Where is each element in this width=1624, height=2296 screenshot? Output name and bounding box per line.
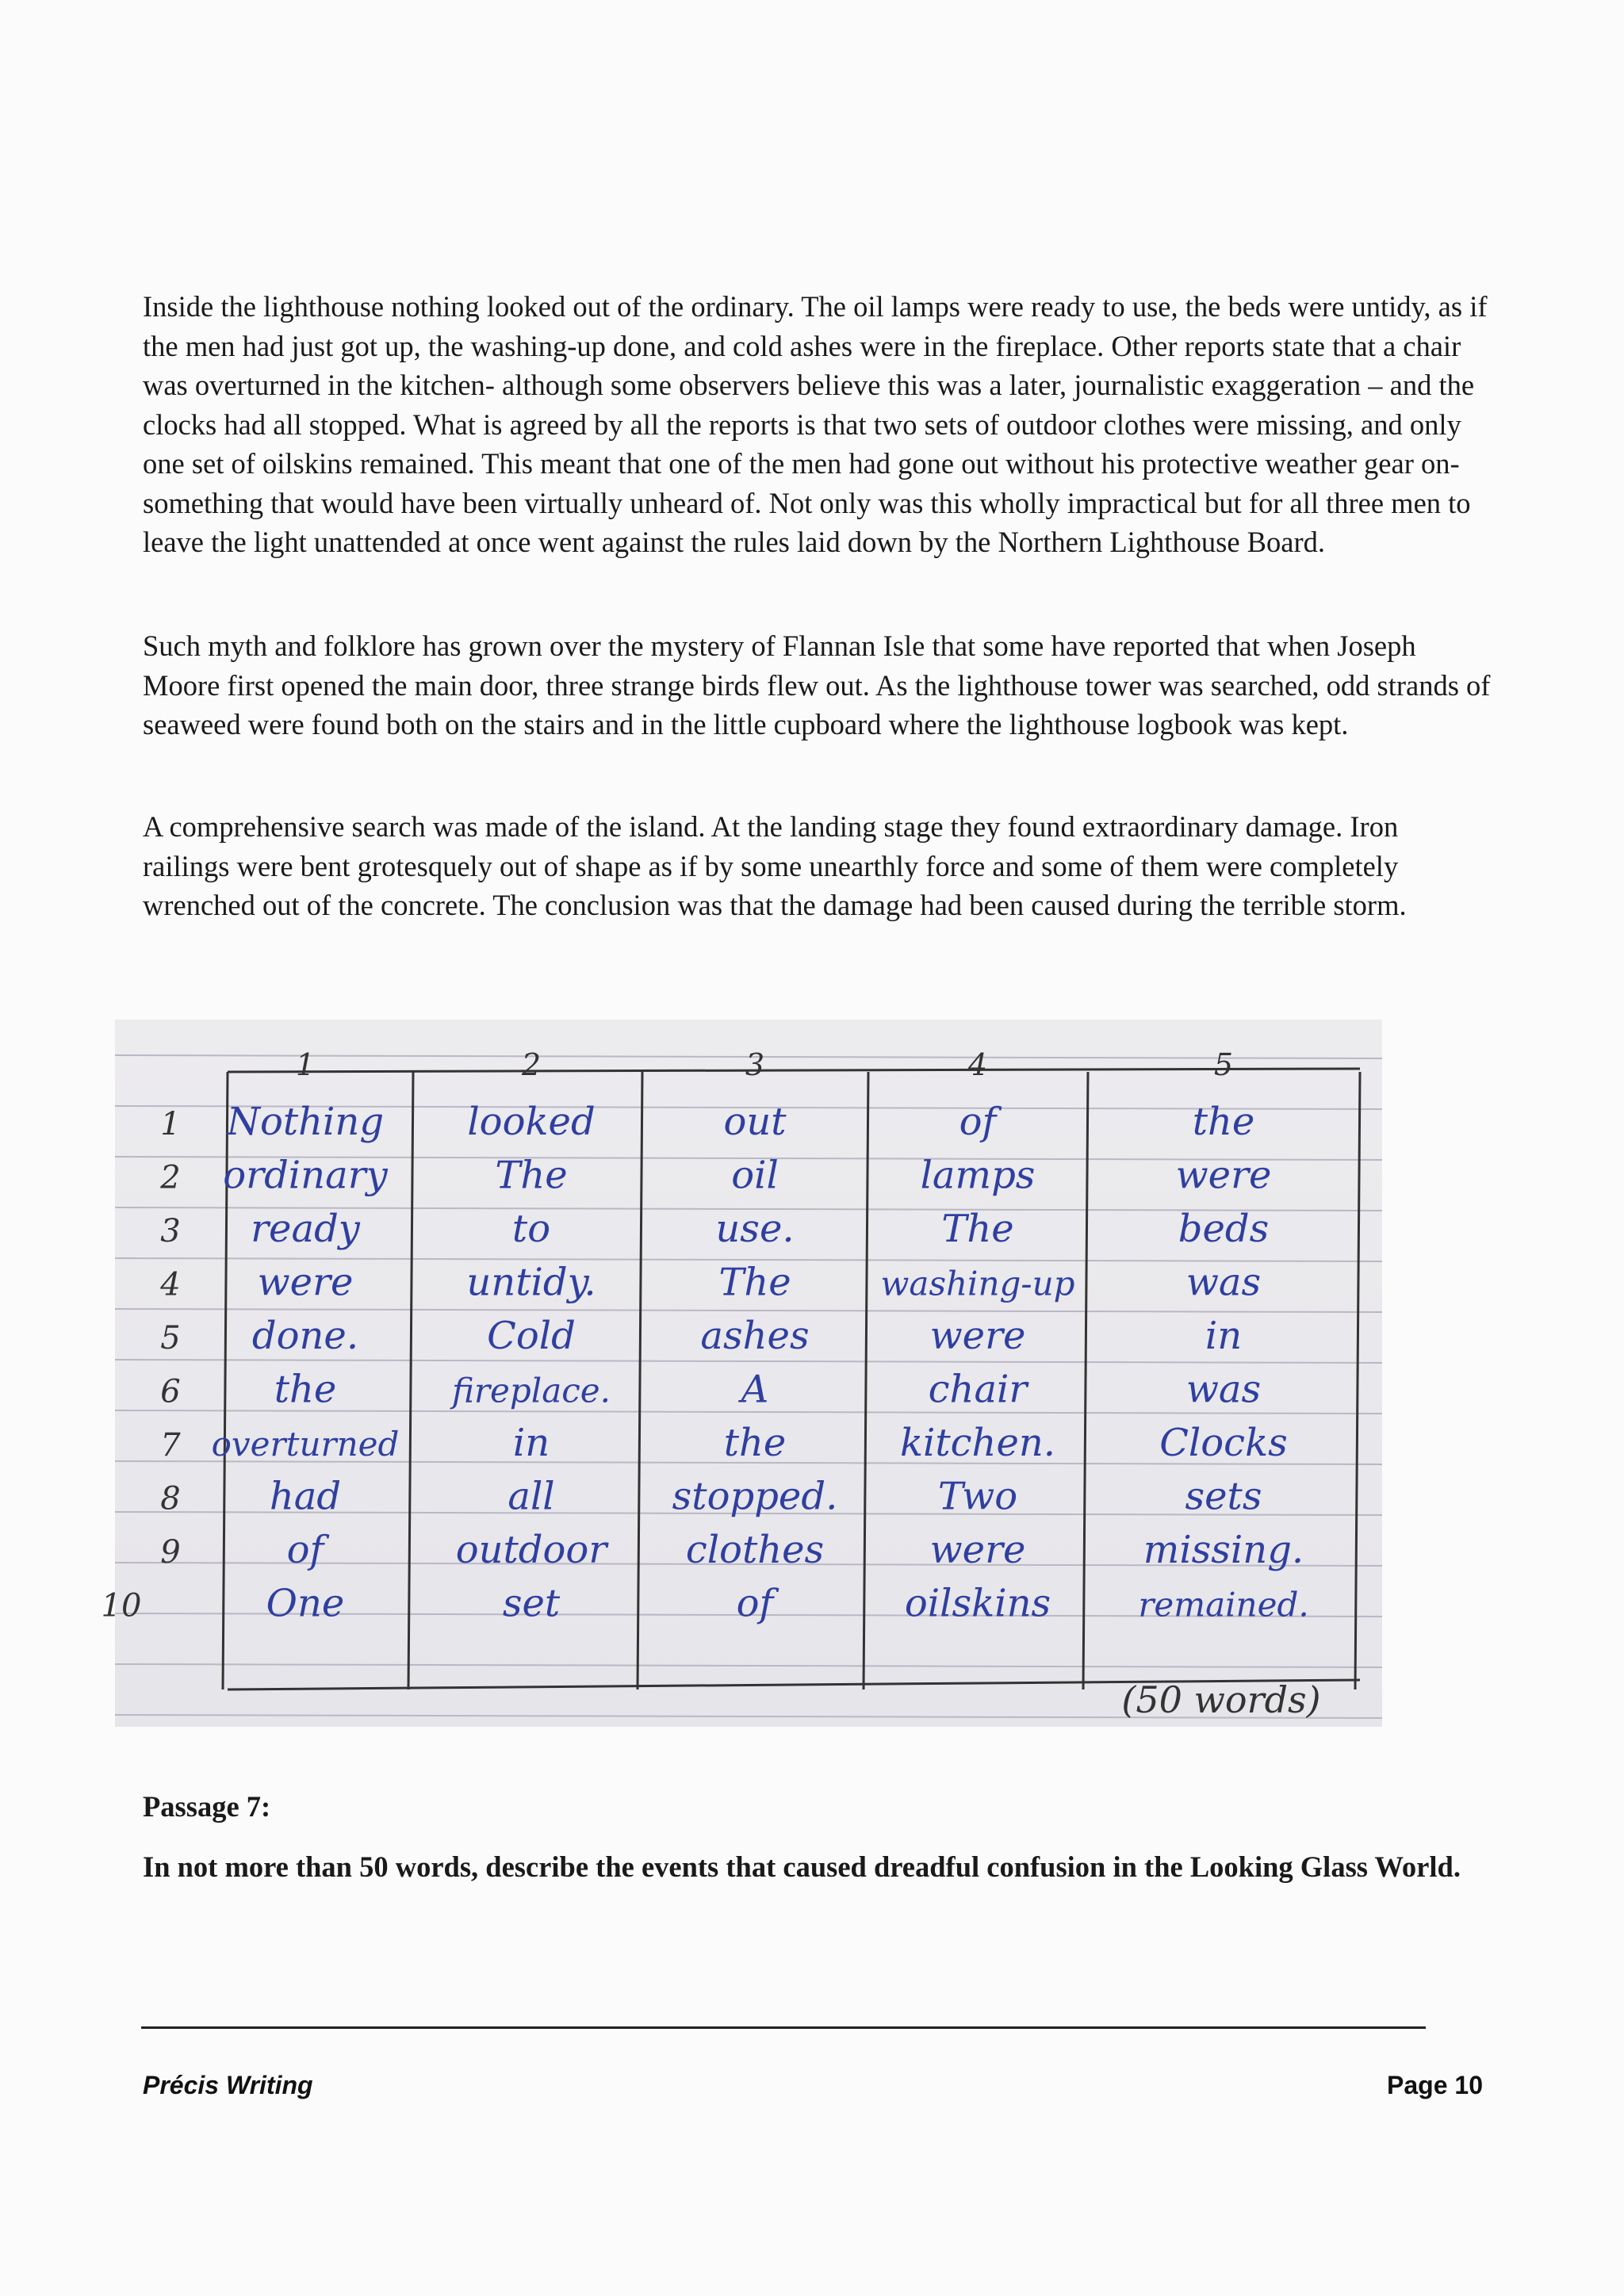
row-number: 2 [160,1159,181,1196]
word-count-note: (50 words) [1121,1678,1321,1721]
question-text: In not more than 50 words, describe the events that caused dreadful confusion in the Looking Glass World. [143,1850,1461,1883]
table-word: remained. [1138,1585,1309,1624]
table-top-border [228,1069,1360,1072]
table-word: of [286,1528,324,1572]
column-number: 5 [1213,1047,1234,1082]
table-word: the [723,1421,787,1465]
table-word: beds [1178,1207,1270,1251]
table-word: of [959,1100,997,1144]
table-word: was [1185,1260,1262,1305]
row-number: 10 [101,1587,142,1624]
table-column-divider [1083,1072,1088,1689]
row-number: 6 [160,1373,181,1410]
table-word: stopped. [672,1474,838,1519]
table-word: of [736,1581,774,1626]
table-word: One [266,1581,345,1626]
row-number: 5 [160,1320,181,1357]
table-word: kitchen. [899,1421,1056,1465]
table-column-divider [1355,1072,1360,1689]
column-number: 4 [967,1047,988,1082]
table-word: Cold [487,1314,576,1358]
table-word: looked [467,1100,596,1144]
paragraph-2: Such myth and folklore has grown over the mystery of Flannan Isle that some have reported that when Joseph Moore first opened the main door, three strange birds flew out. As the lighthouse tower was searched, odd strands of seaweed were found both on the stairs and in the little cupboard where the lighthouse logbook was kept. [143,629,1491,740]
table-word: The [495,1153,568,1198]
table-word: Nothing [226,1100,385,1144]
table-word: washing-up [880,1264,1075,1303]
handwritten-word-table-photo [101,1020,1382,1727]
table-column-divider [408,1072,413,1689]
table-word: set [502,1581,561,1626]
row-number: 4 [160,1266,181,1303]
table-word: were [929,1528,1026,1572]
table-word: were [257,1260,354,1305]
answer-line [141,2026,1426,2029]
table-word: the [274,1367,337,1412]
table-word: the [1192,1100,1255,1144]
table-word: lamps [920,1153,1036,1198]
table-word: done. [251,1314,359,1358]
table-column-divider [638,1072,642,1689]
ruled-line [115,1664,1382,1667]
table-word: A [741,1367,769,1412]
row-number: 1 [160,1106,181,1142]
column-number: 1 [295,1047,316,1082]
table-word: use. [715,1207,795,1251]
table-word: in [512,1421,550,1465]
table-word: sets [1185,1474,1262,1519]
passage-label: Passage 7: [143,1790,271,1823]
table-word: ordinary [223,1153,388,1198]
ruled-line [115,1309,1382,1312]
ruled-line [115,1360,1382,1363]
table-word: Two [937,1474,1018,1519]
row-number: 9 [160,1534,181,1571]
row-number: 3 [160,1213,181,1249]
table-word: overturned [211,1425,400,1464]
table-word: ready [251,1207,360,1251]
footer-page-number: Page 10 [1387,2071,1483,2099]
row-number: 7 [160,1427,181,1464]
table-word: oilskins [904,1581,1051,1626]
table-word: in [1205,1314,1243,1358]
table-word: out [723,1100,787,1144]
table-word: Clocks [1159,1421,1288,1465]
table-word: oil [731,1153,779,1198]
table-word: The [941,1207,1014,1251]
table-word: were [1175,1153,1272,1198]
table-word: all [508,1474,555,1519]
table-column-divider [864,1072,868,1689]
table-word: were [929,1314,1026,1358]
table-word: fireplace. [451,1371,611,1410]
table-word: The [718,1260,791,1305]
table-word: missing. [1143,1528,1304,1572]
paragraph-3: A comprehensive search was made of the island. At the landing stage they found extraordinary damage. Iron railings were bent grotesquely out of shape as if by some unearthly force and some of them were completely wrenched out of the concrete. The conclusion was that the damage had been caused during the terrible storm. [143,810,1407,921]
table-word: ashes [700,1314,810,1358]
footer-title: Précis Writing [143,2071,313,2099]
table-word: had [269,1474,342,1519]
word-table-drawing [101,1020,1382,1727]
table-word: untidy. [466,1260,596,1305]
table-word: outdoor [455,1528,607,1572]
row-number: 8 [160,1480,181,1517]
table-word: clothes [685,1528,825,1572]
column-number: 2 [521,1047,542,1082]
table-word: was [1185,1367,1262,1412]
table-word: chair [928,1367,1028,1412]
column-number: 3 [745,1047,765,1082]
table-word: to [511,1207,551,1251]
paragraph-1: Inside the lighthouse nothing looked out of the ordinary. The oil lamps were ready to use, the beds were untidy, as if the men had just got up, the washing-up done, and cold ashes were in the fireplace. Other reports state that a chair was overturned in the kitchen- although some observers believe this was a later, journalistic exaggeration – and the clocks had all stopped. What is agreed by all the reports is that two sets of outdoor clothes were missing, and only one set of oilskins remained. This meant that one of the men had gone out without his protective weather gear on- something that would have been virtually unheard of. Not only was this wholly impractical but for all three men to leave the light unattended at once went against the rules laid down by the Northern Lighthouse Board. [143,290,1488,558]
